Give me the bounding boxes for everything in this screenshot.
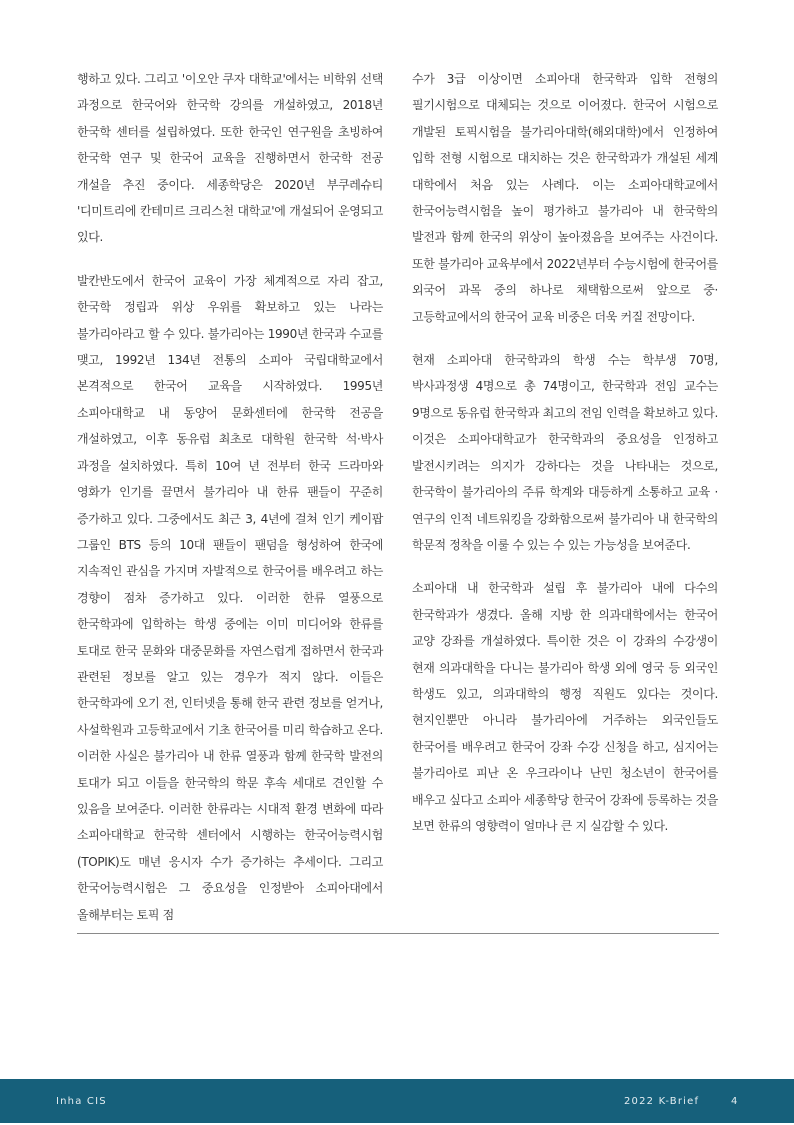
left-text-column	[77, 66, 383, 945]
paragraph-sofia-student-numbers: 현재 소피아대 한국학과의 학생 수는 학부생 70명, 박사과정생 4명으로 총 74명이고, 한국학과 전임 교수는 9명으로 동유럽 한국학과 최고의 전임 인력을 확보하고 있다. 이것은 소피아대학교가 한국학과의 중요성을 인정하고 발전시키려는 의지가 강하다는 것을 나타내는 것으로, 한국학이 불가리아의 주류 학계와 대등하게 소통하고 교육 · 연구의 인적 네트워킹을 강화함으로써 불가리아 내 한국학의 학문적 정착을 이룰 수 있는 수 있는 가능성을 보여준다.	[412, 353, 718, 552]
paragraph-bulgaria-korean-education: 발칸반도에서 한국어 교육이 가장 체계적으로 자리 잡고, 한국학 정립과 위상 우위를 확보하고 있는 나라는 불가리아라고 할 수 있다. 불가리아는 1990년 한국과 수교를 맺고, 1992년 134년 전통의 소피아 국립대학교에서 본격적으로 한국어 교육을 시작하였다. 1995년 소피아대학교 내 동양어 문화센터에 한국학 전공을 개설하였고, 이후 동유럽 최초로 대학원 한국학 석·박사 과정을 설치하였다. 특히 10여 년 전부터 한국 드라마와 영화가 인기를 끌면서 불가리아 내 한류 팬들이 꾸준히 증가하고 있다. 그중에서도 최근 3, 4년에 걸쳐 인기 케이팝 그룹인 BTS 등의 10대 팬들이 팬덤을 형성하여 한국에 지속적인 관심을 가지며 자발적으로 한국어를 배우려고 하는 경향이 점차 증가하고 있다. 이러한 한류 열풍으로 한국학과에 입학하는 학생 중에는 이미 미디어와 한류를 토대로 한국 문화와 대중문화를 자연스럽게 접하면서 한국과 관련된 정보를 알고 있는 경우가 적지 않다. 이들은 한국학과에 오기 전, 인터넷을 통해 한국 관련 정보를 얻거나, 사설학원과 고등학교에서 기초 한국어를 미리 학습하고 온다. 이러한 사실은 불가리아 내 한류 열풍과 함께 한국학 발전의 토대가 되고 이들을 한국학의 학문 후속 세대로 견인할 수 있음을 보여준다. 이러한 한류라는 시대적 환경 변화에 따라 소피아대학교 한국학 센터에서 시행하는 한국어능력시험(TOPIK)도 매년 응시자 수가 증가하는 추세이다. 그리고 한국어능력시험은 그 중요성을 인정받아 소피아대에서 올해부터는 토픽 점	[77, 273, 383, 922]
page-footer	[0, 1079, 794, 1123]
footer-publication-title: 2022 K-Brief	[624, 1096, 700, 1107]
right-text-column	[412, 66, 718, 856]
footer-page-number: 4	[731, 1096, 739, 1107]
paragraph-topik-admission: 수가 3급 이상이면 소피아대 한국학과 입학 전형의 필기시험으로 대체되는 것으로 이어졌다. 한국어 시험으로 개발된 토픽시험을 불가리아대학(해외대학)에서 인정하여 입학 전형 시험으로 대치하는 것은 한국학과가 개설된 세계 대학에서 처음 있는 사례다. 이는 소피아대학교에서 한국어능력시험을 높이 평가하고 불가리아 내 한국학의 발전과 함께 한국의 위상이 높아졌음을 보여주는 사건이다. 또한 불가리아 교육부에서 2022년부터 수능시험에 한국어를 외국어 과목 중의 하나로 채택함으로써 앞으로 중·고등학교에서의 한국어 교육 비중은 더욱 커질 전망이다.	[412, 72, 718, 324]
content-divider	[77, 933, 719, 934]
paragraph-new-korean-courses: 소피아대 내 한국학과 설립 후 불가리아 내에 다수의 한국학과가 생겼다. 올해 지방 한 의과대학에서는 한국어 교양 강좌를 개설하였다. 특이한 것은 이 강좌의 수강생이 현재 의과대학을 다니는 불가리아 학생 외에 영국 등 외국인 학생도 있고, 의과대학의 행정 직원도 있다는 것이다. 현지인뿐만 아니라 불가리아에 거주하는 외국인들도 한국어를 배우려고 한국어 강좌 수강 신청을 하고, 심지어는 불가리아로 피난 온 우크라이나 난민 청소년이 한국어를 배우고 싶다고 소피아 세종학당 한국어 강좌에 등록하는 것을 보면 한류의 영향력이 얼마나 큰 지 실감할 수 있다.	[412, 581, 718, 833]
paragraph-romania-universities: 행하고 있다. 그리고 '이오안 쿠자 대학교'에서는 비학위 선택 과정으로 한국어와 한국학 강의를 개설하였고, 2018년 한국학 센터를 설립하였다. 또한 한국인 연구원을 초빙하여 한국학 연구 및 한국어 교육을 진행하면서 한국학 전공 개설을 추진 중이다. 세종학당은 2020년 부쿠레슈티 '디미트리에 칸테미르 크리스천 대학교'에 개설되어 운영되고 있다.	[77, 72, 383, 245]
footer-organization: Inha CIS	[56, 1096, 107, 1107]
